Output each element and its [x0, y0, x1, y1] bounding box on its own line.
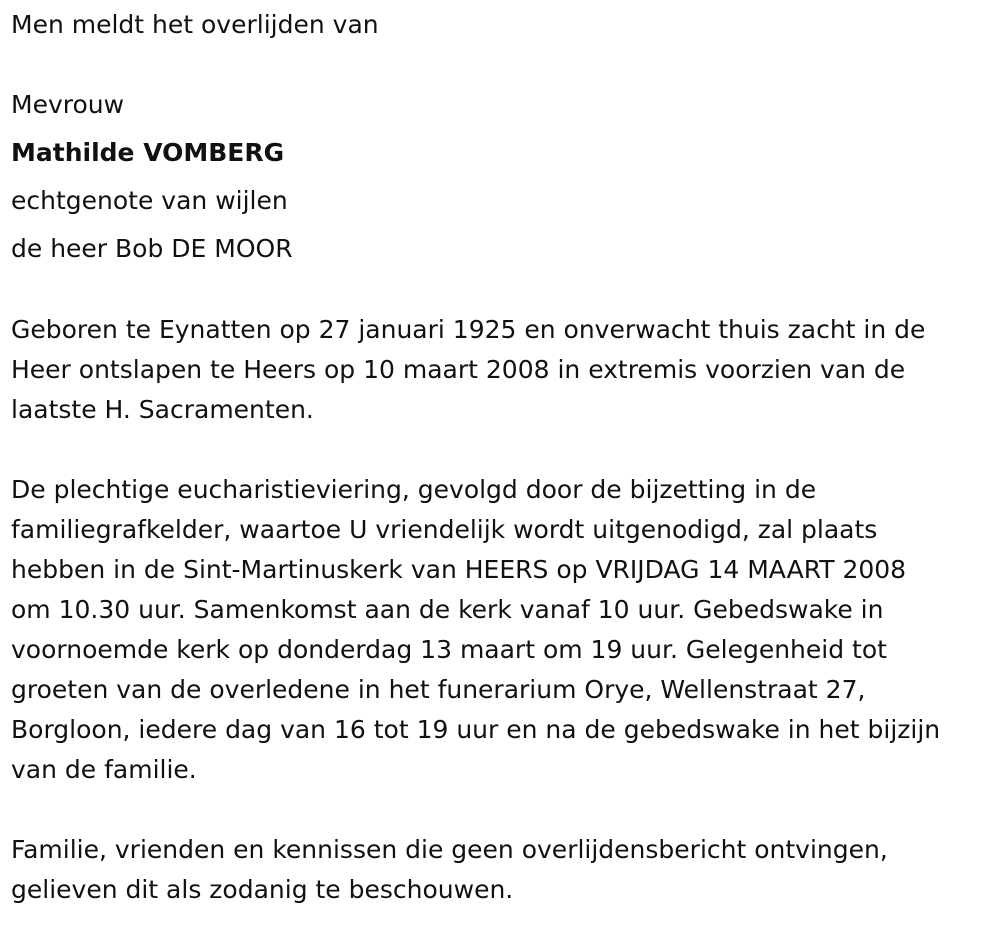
- relation-line: echtgenote van wijlen: [11, 186, 288, 215]
- spouse-line: de heer Bob DE MOOR: [11, 234, 293, 263]
- ceremony-paragraph-line: om 10.30 uur. Samenkomst aan de kerk vanaf 10 uur. Gebedswake in: [11, 595, 884, 624]
- ceremony-paragraph-line: Borgloon, iedere dag van 16 tot 19 uur en na de gebedswake in het bijzijn: [11, 715, 941, 744]
- ceremony-paragraph: [11, 470, 991, 790]
- ceremony-paragraph-line: familiegrafkelder, waartoe U vriendelijk wordt uitgenodigd, zal plaats: [11, 515, 878, 544]
- birth-paragraph: [11, 310, 991, 430]
- salutation: Mevrouw: [11, 90, 125, 119]
- ceremony-paragraph-line: van de familie.: [11, 755, 197, 784]
- ceremony-paragraph-line: groeten van de overledene in het funerarium Orye, Wellenstraat 27,: [11, 675, 866, 704]
- birth-paragraph-line: Geboren te Eynatten op 27 januari 1925 en onverwacht thuis zacht in de: [11, 315, 926, 344]
- birth-paragraph-line: laatste H. Sacramenten.: [11, 395, 314, 424]
- intro-line: Men meldt het overlijden van: [11, 10, 379, 39]
- closing-paragraph-line: Familie, vrienden en kennissen die geen overlijdensbericht ontvingen,: [11, 835, 888, 864]
- ceremony-paragraph-line: hebben in de Sint-Martinuskerk van HEERS op VRIJDAG 14 MAART 2008: [11, 555, 907, 584]
- ceremony-paragraph-line: voornoemde kerk op donderdag 13 maart om 19 uur. Gelegenheid tot: [11, 635, 887, 664]
- closing-paragraph: [11, 830, 991, 910]
- deceased-name: Mathilde VOMBERG: [11, 138, 285, 167]
- closing-paragraph-line: gelieven dit als zodanig te beschouwen.: [11, 875, 514, 904]
- ceremony-paragraph-line: De plechtige eucharistieviering, gevolgd door de bijzetting in de: [11, 475, 817, 504]
- birth-paragraph-line: Heer ontslapen te Heers op 10 maart 2008 in extremis voorzien van de: [11, 355, 906, 384]
